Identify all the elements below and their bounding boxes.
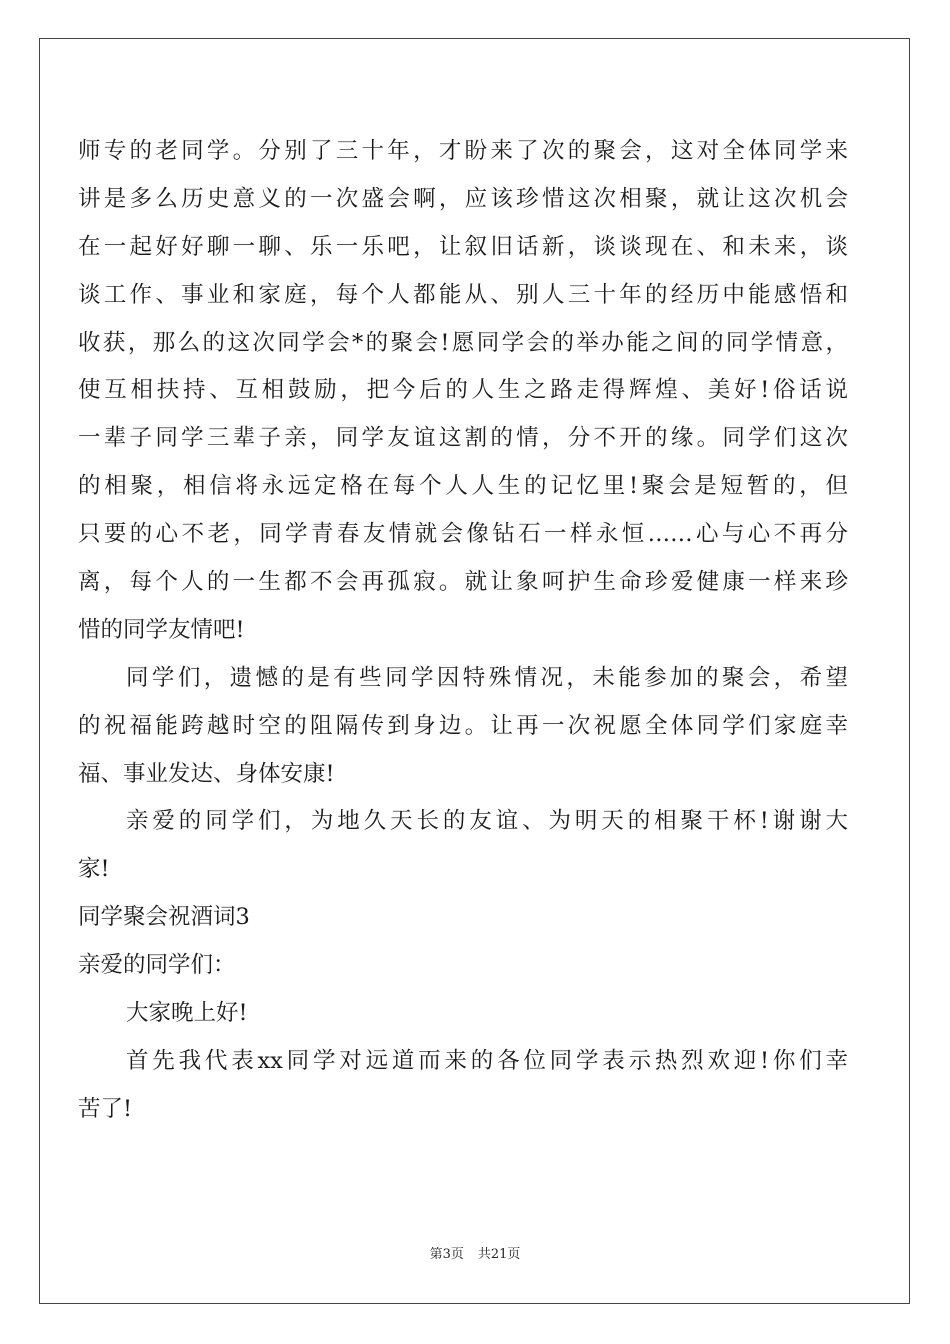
text-line: 收获，那么的这次同学会*的聚会!愿同学会的举办能之间的同学情意， (78, 329, 848, 356)
text-line: 同学聚会祝酒词3 (78, 904, 250, 931)
text-line: 在一起好好聊一聊、乐一乐吧，让叙旧话新，谈谈现在、和未来，谈 (78, 233, 848, 260)
page-footer (0, 1245, 950, 1265)
text-line: 离，每个人的一生都不会再孤寂。就让象呵护生命珍爱健康一样来珍 (78, 569, 848, 596)
text-line: 苦了! (78, 1095, 133, 1122)
text-line: 大家晚上好! (126, 1000, 248, 1027)
text-line: 同学们，遗憾的是有些同学因特殊情况，未能参加的聚会，希望 (126, 664, 848, 691)
text-line: 福、事业发达、身体安康! (78, 760, 335, 787)
text-line: 师专的老同学。分别了三十年，才盼来了次的聚会，这对全体同学来 (78, 138, 848, 164)
text-line: 讲是多么历史意义的一次盛会啊，应该珍惜这次相聚，就让这次机会 (78, 185, 848, 212)
text-line: 一辈子同学三辈子亲，同学友谊这割的情，分不开的缘。同学们这次 (78, 425, 848, 452)
text-line: 使互相扶持、互相鼓励，把今后的人生之路走得辉煌、美好!俗话说 (78, 377, 848, 404)
text-line: 亲爱的同学们，为地久天长的友谊、为明天的相聚干杯!谢谢大 (126, 808, 848, 835)
page-total: 共21页 (477, 1247, 521, 1262)
document-body (78, 128, 848, 1134)
text-line: 首先我代表xx同学对远道而来的各位同学表示热烈欢迎!你们幸 (126, 1047, 848, 1074)
page-number: 第3页 (429, 1247, 464, 1262)
text-line: 亲爱的同学们： (78, 952, 236, 979)
text-line: 谈工作、事业和家庭，每个人都能从、别人三十年的经历中能感悟和 (78, 281, 848, 308)
text-line: 的相聚，相信将永远定格在每个人人生的记忆里!聚会是短暂的，但 (78, 473, 848, 500)
text-line: 的祝福能跨越时空的阻隔传到身边。让再一次祝愿全体同学们家庭幸 (78, 712, 848, 739)
text-line: 只要的心不老，同学青春友情就会像钻石一样永恒……心与心不再分 (78, 521, 848, 548)
text-line: 家! (78, 856, 110, 883)
text-line: 惜的同学友情吧! (78, 616, 245, 643)
